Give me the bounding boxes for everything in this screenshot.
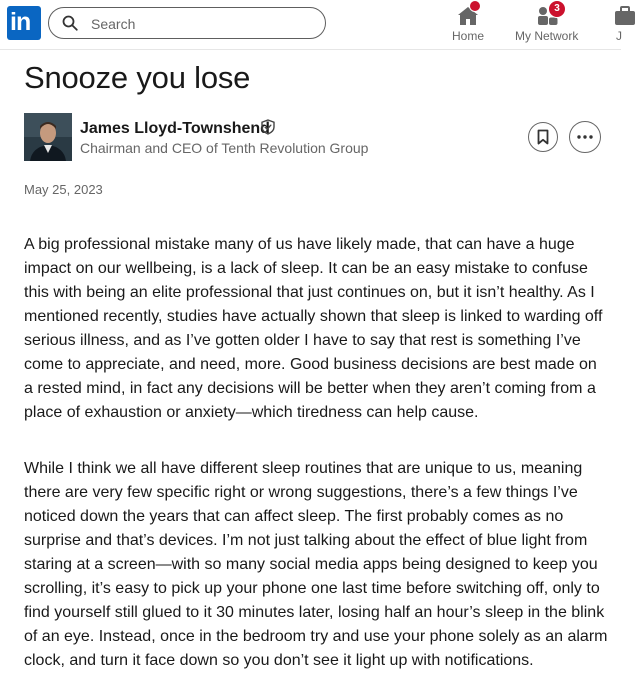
nav-label-my-network: My Network [515,29,579,43]
verified-shield-icon [260,119,276,135]
nav-item-jobs[interactable] [604,0,621,48]
home-notification-dot [469,0,481,12]
top-nav [0,0,621,50]
save-button[interactable] [528,122,558,152]
linkedin-logo[interactable] [7,6,41,40]
search-icon [62,15,78,31]
author-name[interactable]: James Lloyd-Townshend [80,120,270,137]
more-options-button[interactable] [569,121,601,153]
jobs-icon [612,4,638,28]
network-badge: 3 [548,0,566,18]
nav-label-jobs: J [616,29,622,43]
author-avatar[interactable] [24,113,72,161]
logo-text: in [10,8,31,36]
search-box[interactable] [48,7,326,39]
search-input[interactable] [89,12,313,36]
avatar-image [24,113,72,161]
publish-date: May 25, 2023 [24,182,103,197]
ellipsis-icon [577,135,593,139]
nav-item-home[interactable] [445,0,491,48]
article-paragraph: A big professional mistake many of us have likely made, that can have a huge impact on our wellbeing, is a lack of sleep. It can be an easy mistake to confuse this with being an elite professional that just continues on, but it isn’t healthy. As I mentioned recently, studies have actually shown that sleep is linked to warding off serious illness, and as I’ve gotten older I have to say that rest is something I’ve come to appreciate, and need, more. Good business decisions are best made on a rested mind, in fact any decisions will be better when they aren’t coming from a place of exhaustion or anxiety—which tiredness can help cause. [24,236,603,421]
nav-item-my-network[interactable] [512,0,584,48]
article-title: Snooze you lose [24,60,251,95]
nav-label-home: Home [452,29,485,43]
bookmark-icon [536,129,550,145]
author-headline: Chairman and CEO of Tenth Revolution Group [80,140,369,156]
article-paragraph: While I think we all have different sleep routines that are unique to us, meaning there are very few specific right or wrong suggestions, there’s a few things I’ve noticed down the years that can affect sleep. The first probably comes as no surprise and that’s devices. I’m not just talking about the effect of blue light from staring at a screen—with so many social media apps being designed to keep you scrolling, it’s easy to pick up your phone one last time before switching off, only to find yourself still glued to it 30 minutes later, losing half an hour’s sleep in the blink of an eye. Instead, once in the bedroom try and use your phone solely as an alarm clock, and turn it face down so you don’t see it light up with notifications. [24,460,608,669]
